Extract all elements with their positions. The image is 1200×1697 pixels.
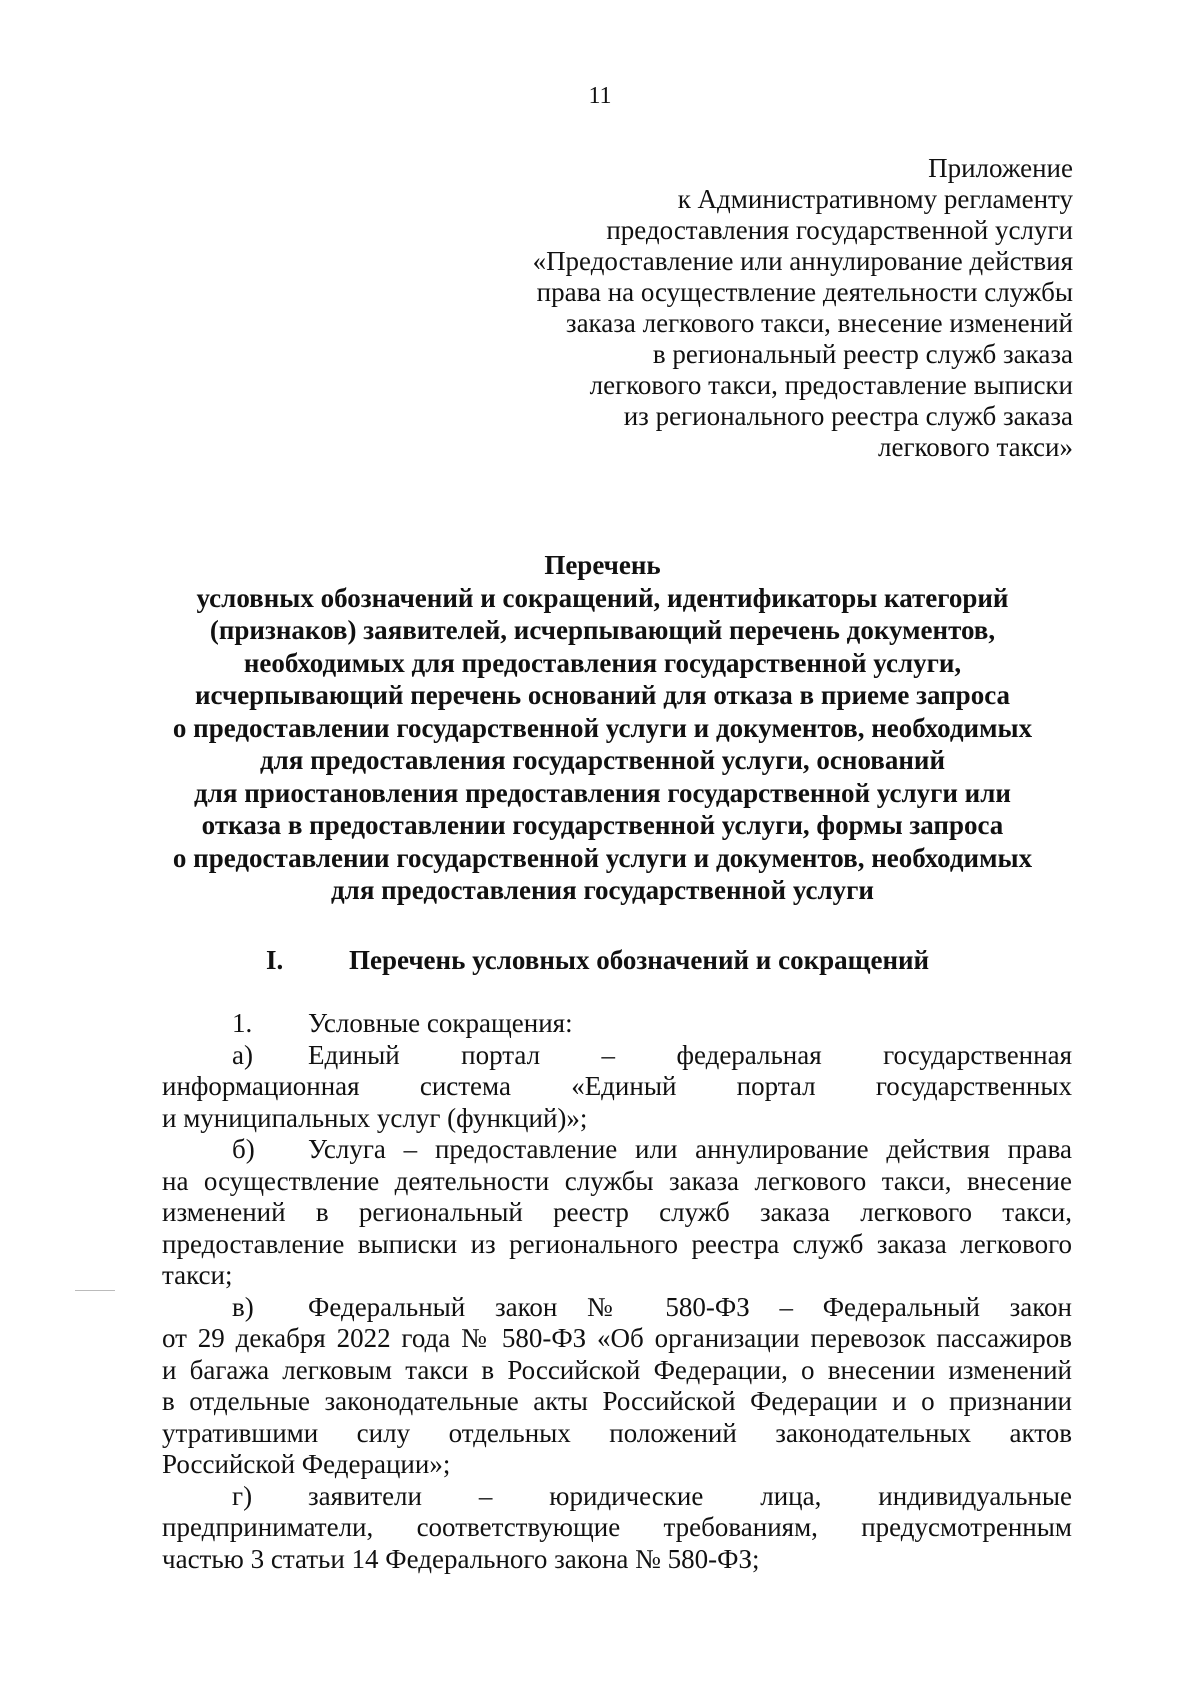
section-title: Перечень условных обозначений и сокращений [349, 945, 930, 975]
item-line: от 29 декабря 2022 года № 580-ФЗ «Об организации перевозок пассажиров [162, 1323, 1072, 1353]
item-b [162, 1134, 1072, 1292]
item-line: на осуществление деятельности службы заказа легкового такси, внесение [162, 1165, 1072, 1196]
document-title [130, 549, 1075, 907]
item-line: утратившими силу отдельных положений законодательных актов [162, 1417, 1072, 1448]
item-marker: а) [232, 1039, 253, 1070]
item-text: Условные сокращения: [308, 1008, 573, 1038]
title-line: о предоставлении государственной услуги и документов, необходимых [172, 842, 1033, 873]
appendix-line: «Предоставление или аннулирование действия [532, 246, 1073, 276]
title-line: о предоставлении государственной услуги и документов, необходимых [172, 712, 1033, 743]
item-line: Услуга – предоставление или аннулирование действия права [308, 1134, 1072, 1164]
appendix-line: предоставления государственной услуги [606, 215, 1073, 245]
appendix-line: легкового такси» [878, 432, 1073, 462]
item-line: Единый портал – федеральная государственная [308, 1039, 1072, 1070]
title-line: условных обозначений и сокращений, идентификаторы категорий [196, 582, 1009, 613]
paragraph-1 [162, 1008, 1072, 1040]
item-g [162, 1481, 1072, 1576]
item-marker: в) [232, 1291, 254, 1322]
item-line: такси; [162, 1260, 233, 1290]
appendix-line: права на осуществление деятельности службы [536, 277, 1073, 307]
item-line: изменений в региональный реестр служб заказа легкового такси, [162, 1197, 1072, 1227]
title-line: необходимых для предоставления государственной услуги, [243, 647, 962, 678]
title-line: для предоставления государственной услуги [331, 875, 874, 905]
appendix-line: Приложение [928, 153, 1073, 183]
title-line: отказа в предоставлении государственной услуги, формы запроса [201, 810, 1004, 840]
item-marker: б) [232, 1134, 255, 1164]
item-a [162, 1040, 1072, 1135]
item-line: информационная система «Единый портал государственных [162, 1071, 1072, 1101]
page-number: 11 [588, 83, 612, 109]
item-v [162, 1292, 1072, 1481]
appendix-header [433, 153, 1073, 463]
appendix-line: легкового такси, предоставление выписки [589, 370, 1073, 400]
title-line: для предоставления государственной услуги, оснований [259, 745, 946, 775]
title-line: исчерпывающий перечень оснований для отказа в приеме запроса [194, 680, 1011, 710]
item-line: предприниматели, соответствующие требованиям, предусмотренным [162, 1512, 1072, 1542]
title-line: для приостановления предоставления государственной услуги или [194, 777, 1011, 808]
item-line: в отдельные законодательные акты Российской Федерации и о признании [162, 1386, 1072, 1416]
item-marker: г) [232, 1480, 253, 1511]
title-line: Перечень [544, 550, 661, 580]
title-line: (признаков) заявителей, исчерпывающий перечень документов, [209, 615, 996, 645]
item-line: частью 3 статьи 14 Федерального закона № 580-ФЗ; [162, 1543, 760, 1574]
appendix-line: к Административному регламенту [677, 184, 1073, 214]
item-line: Федеральный закон № 580-ФЗ – Федеральный закон [308, 1291, 1072, 1322]
item-line: и муниципальных услуг (функций)»; [162, 1102, 588, 1133]
section-number: I. [266, 945, 284, 975]
appendix-line: заказа легкового такси, внесение изменений [565, 308, 1073, 338]
appendix-line: в региональный реестр служб заказа [652, 339, 1073, 369]
item-line: и багажа легковым такси в Российской Федерации, о внесении изменений [162, 1354, 1072, 1385]
item-marker: 1. [232, 1008, 253, 1038]
item-line: Российской Федерации»; [162, 1449, 451, 1479]
item-line: заявители – юридические лица, индивидуальные [308, 1480, 1072, 1511]
appendix-line: из регионального реестра служб заказа [623, 401, 1073, 431]
item-line: предоставление выписки из регионального реестра служб заказа легкового [162, 1228, 1072, 1259]
scan-artifact [75, 1290, 115, 1291]
